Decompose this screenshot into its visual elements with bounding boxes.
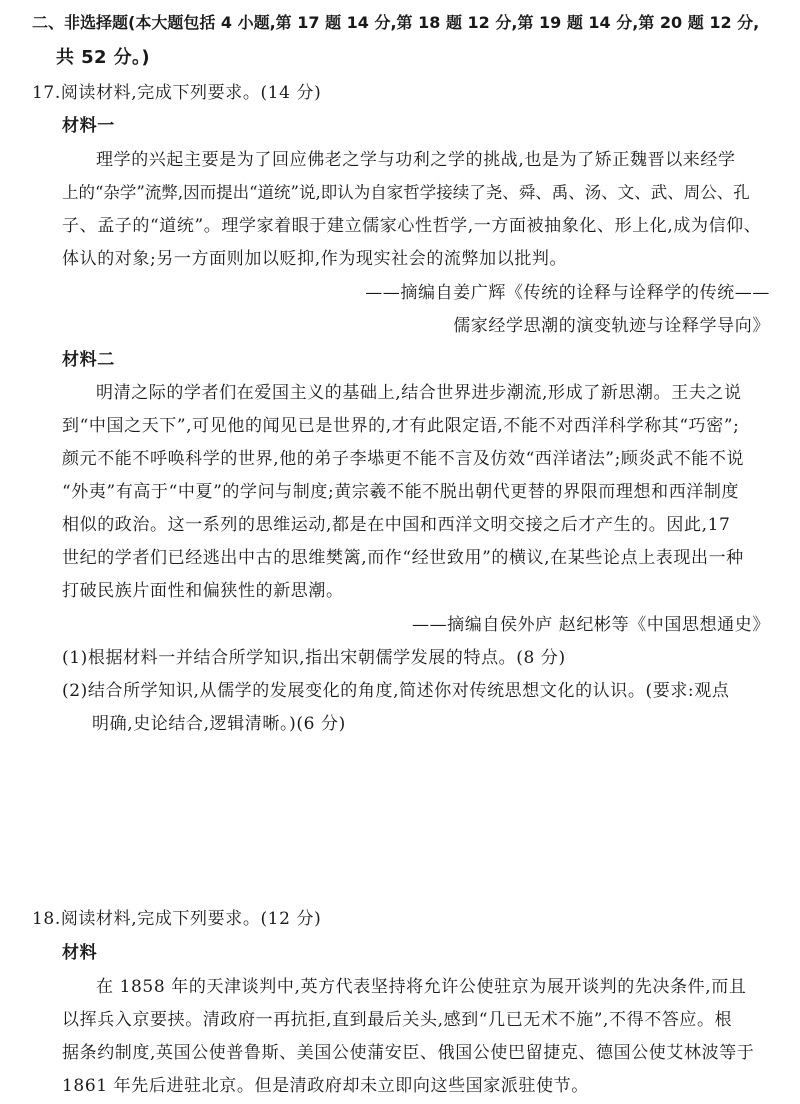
question-17-title: 17.阅读材料,完成下列要求。(14 分) [32, 83, 322, 103]
question-17-sub-2-cont: 明确,史论结合,逻辑清晰。)(6 分) [92, 714, 346, 734]
material-line: 据条约制度,英国公使普鲁斯、美国公使蒲安臣、俄国公使巴留捷克、德国公使艾林波等于 [62, 1043, 755, 1063]
question-17-sub-2: (2)结合所学知识,从儒学的发展变化的角度,简述你对传统思想文化的认识。(要求:观点 [62, 681, 730, 701]
material-line: 1861 年先后进驻北京。但是清政府却未立即向这些国家派驻使节。 [62, 1076, 589, 1096]
material-1-line: 子、孟子的“道统”。理学家着眼于建立儒家心性哲学,一方面被抽象化、形上化,成为信仰、 [62, 216, 762, 236]
question-18-title: 18.阅读材料,完成下列要求。(12 分) [32, 909, 322, 929]
answer-space [32, 745, 768, 895]
material-1-source: ——摘编自姜广辉《传统的诠释与诠释学的传统—— [365, 283, 770, 303]
material-1-label: 材料一 [62, 116, 115, 136]
material-2-line: 到“中国之天下”,可见他的闻见已是世界的,才有此限定语,不能不对西洋科学称其“巧密”; [62, 416, 740, 436]
material-2-line: 颜元不能不呼唤科学的世界,他的弟子李塨更不能不言及仿效“西洋诸法”;顾炎武不能不说 [62, 449, 745, 469]
material-line: 在 1858 年的天津谈判中,英方代表坚持将允许公使驻京为展开谈判的先决条件,而且 [96, 977, 747, 997]
material-line: 以挥兵入京要挟。清政府一再抗拒,直到最后关头,感到“几已无术不施”,不得不答应。根 [62, 1010, 733, 1030]
material-1-source: 儒家经学思潮的演变轨迹与诠释学导向》 [453, 316, 770, 336]
material-2-line: 相似的政治。这一系列的思维运动,都是在中国和西洋文明交接之后才产生的。因此,17 [62, 515, 731, 535]
material-1-line: 理学的兴起主要是为了回应佛老之学与功利之学的挑战,也是为了矫正魏晋以来经学 [96, 150, 736, 170]
material-label: 材料 [62, 943, 98, 963]
material-2-label: 材料二 [62, 350, 115, 370]
material-1-line: 上的“杂学”流弊,因而提出“道统”说,即认为自家哲学接续了尧、舜、禹、汤、文、武、周公、孔 [62, 183, 750, 202]
material-2-source: ——摘编自侯外庐 赵纪彬等《中国思想通史》 [411, 615, 770, 635]
question-17-sub-1: (1)根据材料一并结合所学知识,指出宋朝儒学发展的特点。(8 分) [62, 648, 566, 668]
material-2-line: 打破民族片面性和偏狭性的新思潮。 [62, 581, 344, 601]
material-2-line: “外夷”有高于“中夏”的学问与制度;黄宗羲不能不脱出朝代更替的界限而理想和西洋制度 [62, 482, 740, 502]
material-1-line: 体认的对象;另一方面则加以贬抑,作为现实社会的流弊加以批判。 [62, 249, 568, 269]
material-2-line: 世纪的学者们已经逃出中古的思维樊篱,而作“经世致用”的横议,在某些论点上表现出一种 [62, 548, 744, 568]
section-header-line-2: 共 52 分。) [56, 47, 151, 68]
material-2-line: 明清之际的学者们在爱国主义的基础上,结合世界进步潮流,形成了新思潮。王夫之说 [96, 383, 742, 403]
section-header-line-1: 二、非选择题(本大题包括 4 小题,第 17 题 14 分,第 18 题 12 分,第 19 题 14 分,第 20 题 12 分, [32, 13, 760, 32]
